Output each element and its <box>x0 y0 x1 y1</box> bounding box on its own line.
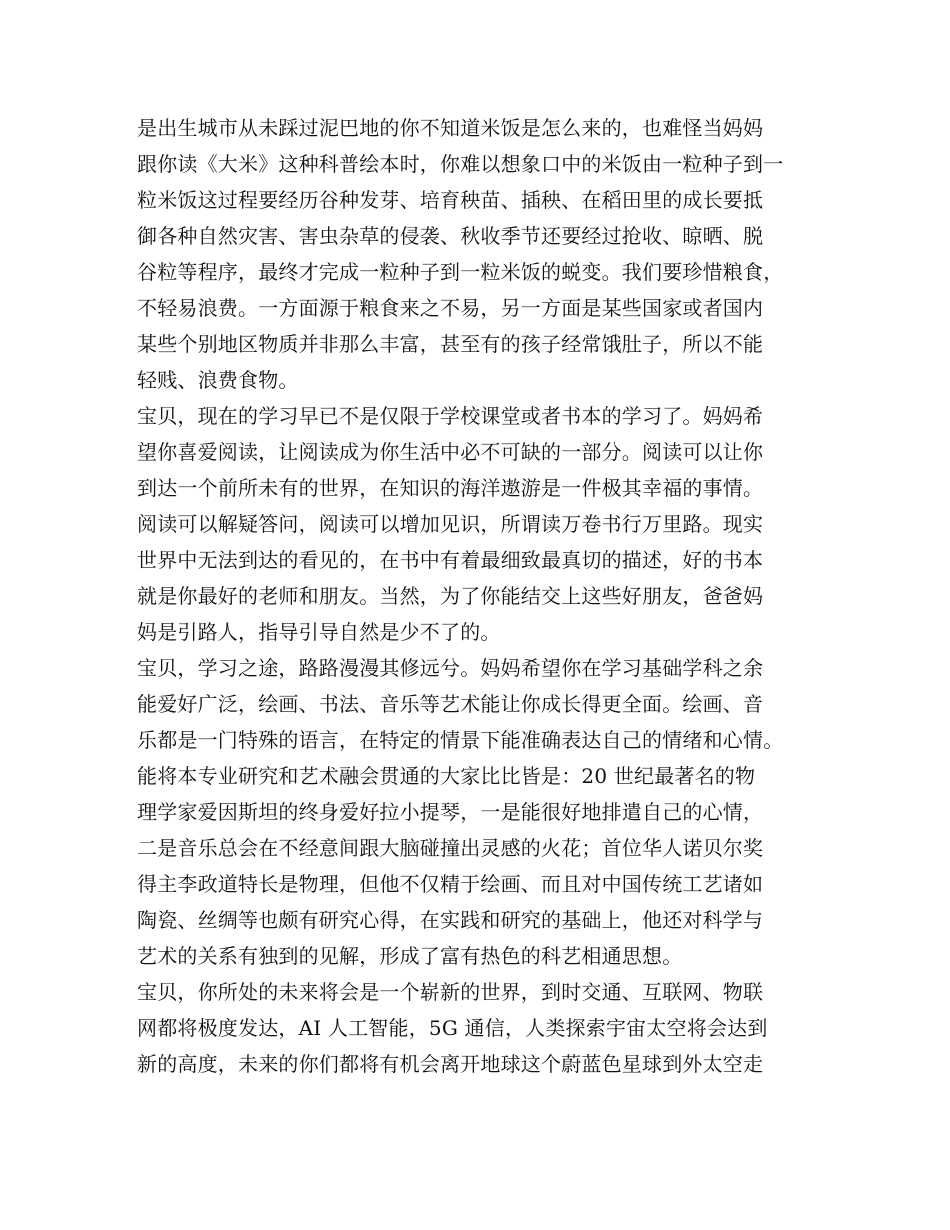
text-line: 是出生城市从未踩过泥巴地的你不知道米饭是怎么来的，也难怪当妈妈 <box>137 116 764 140</box>
text-line: 妈是引路人，指导引导自然是少不了的。 <box>137 620 501 644</box>
text-line: 谷粒等程序，最终才完成一粒种子到一粒米饭的蜕变。我们要珍惜粮食， <box>137 260 784 284</box>
text-line: 宝贝，学习之途，路路漫漫其修远兮。妈妈希望你在学习基础学科之余 <box>137 656 764 680</box>
text-line: 望你喜爱阅读，让阅读成为你生活中必不可缺的一部分。阅读可以让你 <box>137 440 764 464</box>
text-line: 理学家爱因斯坦的终身爱好拉小提琴，一是能很好地排遣自己的心情， <box>137 800 764 824</box>
text-line: 能将本专业研究和艺术融会贯通的大家比比皆是：20 世纪最著名的物 <box>137 764 756 788</box>
text-line: 粒米饭这过程要经历谷种发芽、培育秧苗、插秧、在稻田里的成长要抵 <box>137 188 764 212</box>
text-line: 阅读可以解疑答问，阅读可以增加见识，所谓读万卷书行万里路。现实 <box>137 512 764 536</box>
text-line: 御各种自然灾害、害虫杂草的侵袭、秋收季节还要经过抢收、晾晒、脱 <box>137 224 764 248</box>
text-line: 宝贝，现在的学习早已不是仅限于学校课堂或者书本的学习了。妈妈希 <box>137 404 764 428</box>
text-line: 就是你最好的老师和朋友。当然，为了你能结交上这些好朋友，爸爸妈 <box>137 584 764 608</box>
text-line: 得主李政道特长是物理，但他不仅精于绘画、而且对中国传统工艺诸如 <box>137 872 764 896</box>
text-line: 二是音乐总会在不经意间跟大脑碰撞出灵感的火花；首位华人诺贝尔奖 <box>137 836 764 860</box>
text-line: 跟你读《大米》这种科普绘本时，你难以想象口中的米饭由一粒种子到一 <box>137 152 784 176</box>
text-line: 某些个别地区物质并非那么丰富，甚至有的孩子经常饿肚子，所以不能 <box>137 332 764 356</box>
text-line: 宝贝，你所处的未来将会是一个崭新的世界，到时交通、互联网、物联 <box>137 980 764 1004</box>
text-line: 艺术的关系有独到的见解，形成了富有热色的科艺相通思想。 <box>137 944 683 968</box>
text-line: 能爱好广泛，绘画、书法、音乐等艺术能让你成长得更全面。绘画、音 <box>137 692 764 716</box>
text-line: 新的高度，未来的你们都将有机会离开地球这个蔚蓝色星球到外太空走 <box>137 1052 764 1076</box>
text-line: 不轻易浪费。一方面源于粮食来之不易，另一方面是某些国家或者国内 <box>137 296 764 320</box>
text-line: 到达一个前所未有的世界，在知识的海洋遨游是一件极其幸福的事情。 <box>137 476 764 500</box>
text-line: 陶瓷、丝绸等也颇有研究心得，在实践和研究的基础上，他还对科学与 <box>137 908 764 932</box>
text-line: 世界中无法到达的看见的，在书中有着最细致最真切的描述，好的书本 <box>137 548 764 572</box>
text-line: 网都将极度发达，AI 人工智能，5G 通信，人类探索宇宙太空将会达到 <box>137 1016 768 1040</box>
text-line: 轻贱、浪费食物。 <box>137 368 299 392</box>
body-text <box>137 110 827 1082</box>
text-line: 乐都是一门特殊的语言，在特定的情景下能准确表达自己的情绪和心情。 <box>137 728 784 752</box>
